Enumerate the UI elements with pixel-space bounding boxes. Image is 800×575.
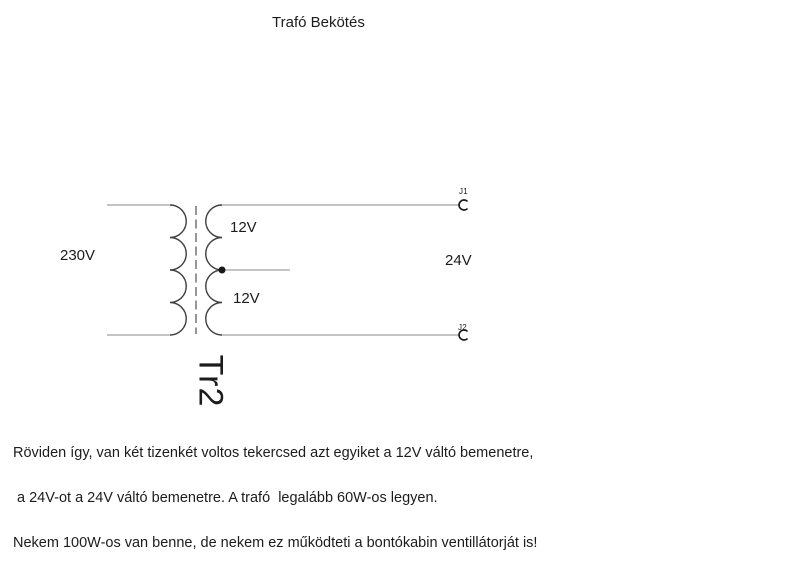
primary-voltage-label: 230V [60,247,96,264]
transformer-ref-label: Tr2 [191,354,230,408]
connector-j2-label: J2 [458,323,468,332]
secondary-top-voltage-label: 12V [230,219,257,236]
output-voltage-label: 24V [445,252,472,269]
secondary-bottom-voltage-label: 12V [233,290,260,307]
connector-j1-label: J1 [459,187,469,196]
j1-connector-icon [459,200,467,210]
notes-paragraph [13,416,537,575]
note-line-2: a 24V-ot a 24V váltó bemenetre. A trafó legalább 60W-os legyen. [13,490,438,506]
primary-coil [170,205,186,335]
note-line-1: Röviden így, van két tizenkét voltos tekercsed azt egyiket a 12V váltó bemenetre, [13,445,534,461]
center-tap-dot [219,267,226,274]
note-line-3: Nekem 100W-os van benne, de nekem ez működteti a bontókabin ventillátorját is! [13,535,538,551]
page-title: Trafó Bekötés [272,14,365,31]
